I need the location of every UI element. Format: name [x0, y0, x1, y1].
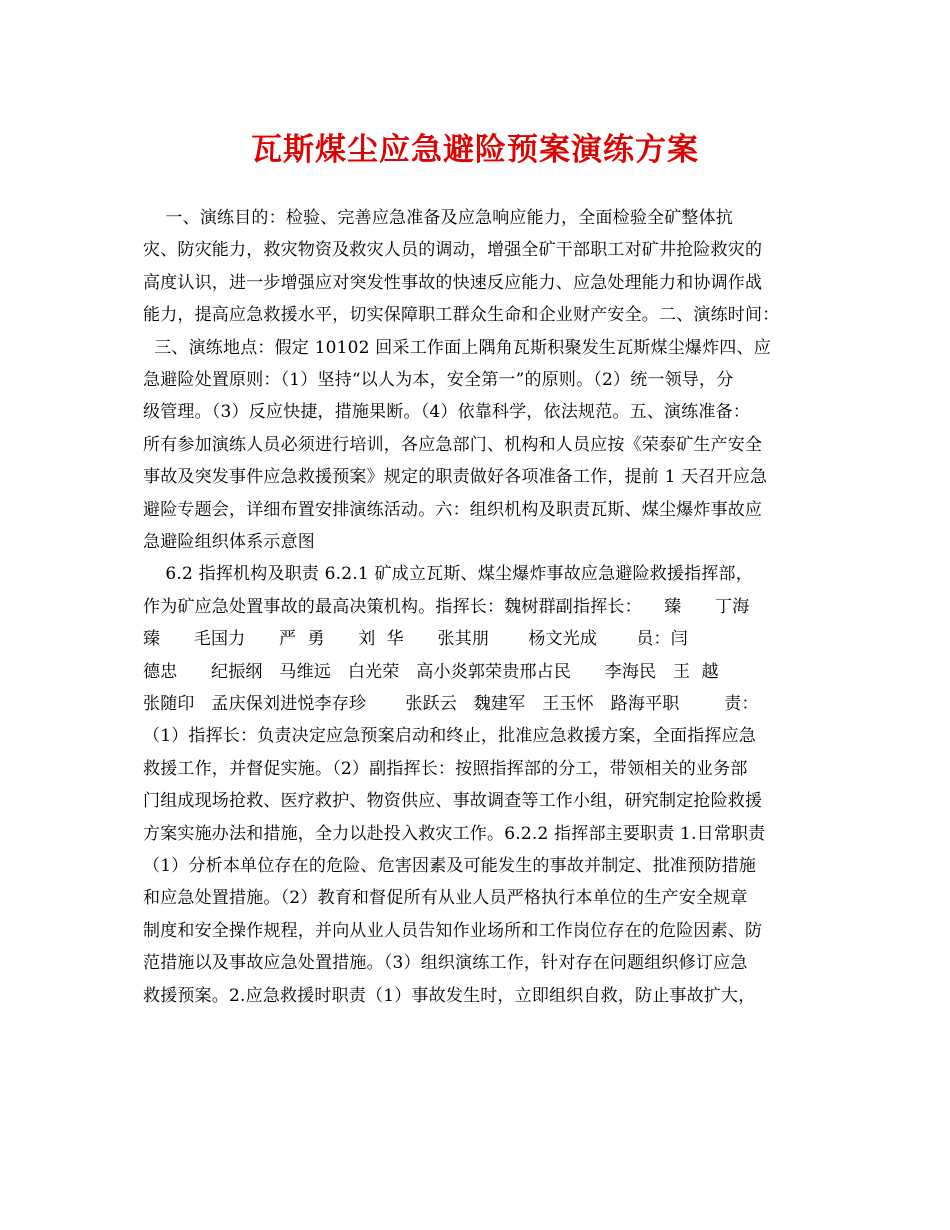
- body-line: 张随印 孟庆保刘进悦李存珍 张跃云 魏建军 王玉怀 路海平职 责：: [143, 694, 759, 714]
- body-line: 急避险组织体系示意图: [143, 532, 315, 552]
- body-line: 级管理。（3）反应快捷，措施果断。（4）依靠科学，依法规范。五、演练准备：: [143, 402, 751, 423]
- body-line: 灾、防灾能力，救灾物资及救灾人员的调动，增强全矿干部职工对矿井抢险救灾的: [143, 240, 763, 261]
- body-line: 高度认识，进一步增强应对突发性事故的快速反应能力、应急处理能力和协调作战: [143, 272, 763, 293]
- body-line: 臻 毛国力 严 勇 刘 华 张其朋 杨文光成 员：闫: [143, 629, 688, 650]
- body-line: 方案实施办法和措施，全力以赴投入救灾工作。6.2.2 指挥部主要职责 1.日常职责: [143, 823, 766, 844]
- body-line: （1）分析本单位存在的危险、危害因素及可能发生的事故并制定、批准预防措施: [143, 856, 757, 876]
- body-line: （1）指挥长：负责决定应急预案启动和终止，批准应急救援方案，全面指挥应急: [143, 726, 757, 747]
- body-line: 事故及突发事件应急救援预案》规定的职责做好各项准备工作，提前 1 天召开应急: [143, 467, 768, 488]
- body-line: 急避险处置原则：（1）坚持“以人为本，安全第一”的原则。（2）统一领导，分: [143, 370, 734, 390]
- body-line: 救援工作，并督促实施。（2）副指挥长：按照指挥部的分工，带领相关的业务部: [143, 758, 748, 779]
- body-line: 德忠 纪振纲 马维远 白光荣 高小炎郭荣贵邢占民 李海民 王 越: [143, 661, 719, 682]
- body-line: 三、演练地点：假定 10102 回采工作面上隅角瓦斯积聚发生瓦斯煤尘爆炸四、应: [143, 337, 771, 358]
- body-line: 一、演练目的：检验、完善应急准备及应急响应能力，全面检验全矿整体抗: [143, 208, 734, 228]
- body-line: 能力，提高应急救援水平，切实保障职工群众生命和企业财产安全。二、演练时间：: [143, 305, 780, 326]
- body-line: 作为矿应急处置事故的最高决策机构。指挥长：魏树群副指挥长： 臻 丁海: [143, 596, 750, 617]
- body-line: 避险专题会，详细布置安排演练活动。六：组织机构及职责瓦斯、煤尘爆炸事故应: [143, 499, 763, 520]
- body-line: 和应急处置措施。（2）教育和督促所有从业人员严格执行本单位的生产安全规章: [143, 888, 748, 909]
- document-title: 瓦斯煤尘应急避险预案演练方案: [251, 132, 699, 168]
- body-line: 门组成现场抢救、医疗救护、物资供应、事故调查等工作小组，研究制定抢险救援: [143, 791, 763, 812]
- body-line: 救援预案。2.应急救援时职责（1）事故发生时，立即组织自救，防止事故扩大，: [143, 985, 756, 1006]
- body-line: 制度和安全操作规程，并向从业人员告知作业场所和工作岗位存在的危险因素、防: [143, 920, 763, 941]
- body-line: 所有参加演练人员必须进行培训，各应急部门、机构和人员应按《荣泰矿生产安全: [143, 434, 763, 455]
- body-line: 范措施以及事故应急处置措施。（3）组织演练工作，针对存在问题组织修订应急: [143, 953, 748, 974]
- body-line: 6.2 指挥机构及职责 6.2.1 矿成立瓦斯、煤尘爆炸事故应急避险救援指挥部，: [143, 564, 753, 585]
